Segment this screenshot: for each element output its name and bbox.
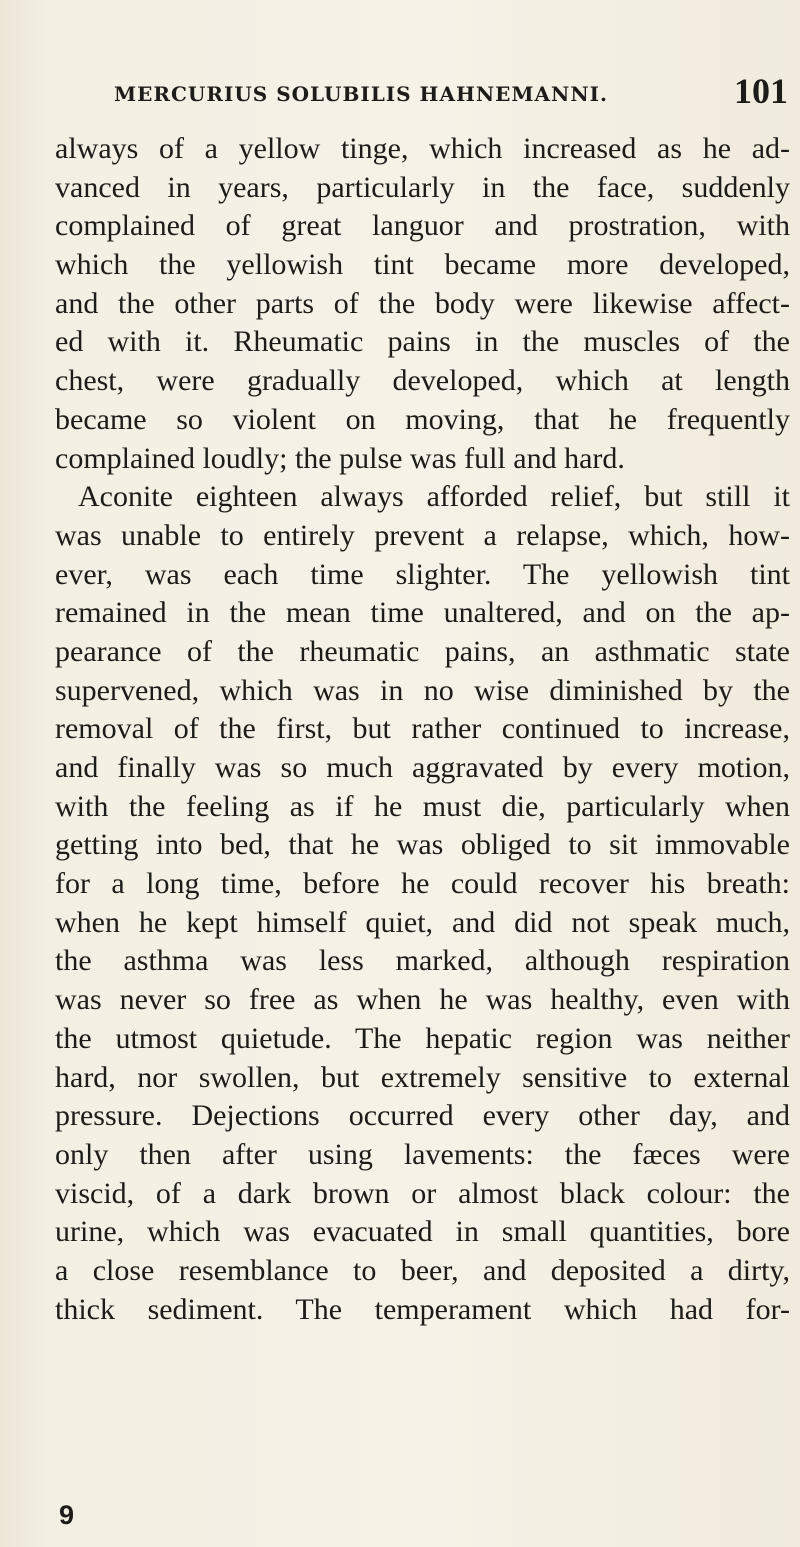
text-line: for a long time, before he could recover his breath: [55,867,790,901]
text-line: Aconite eighteen always afforded relief, but still it [78,480,790,514]
text-line: remained in the mean time unaltered, and on the ap- [55,596,790,630]
text-line: when he kept himself quiet, and did not speak much, [55,905,790,939]
text-line: and the other parts of the body were likewise affect- [55,286,790,320]
text-line: vanced in years, particularly in the face, suddenly [55,170,790,204]
text-line: and finally was so much aggravated by every motion, [55,751,790,784]
text-line: always of a yellow tinge, which increased as he ad- [55,132,790,165]
text-line: pearance of the rheumatic pains, an asthmatic state [55,634,790,668]
text-line: was unable to entirely prevent a relapse, which, how- [55,518,790,552]
text-line: thick sediment. The temperament which had for- [55,1292,790,1326]
text-line: hard, nor swollen, but extremely sensitive to external [55,1060,790,1094]
text-line: urine, which was evacuated in small quantities, bore [55,1215,790,1249]
text-line: was never so free as when he was healthy, even with [55,983,790,1017]
body-text [55,130,790,1329]
running-title: MERCURIUS SOLUBILIS HAHNEMANNI. [114,82,608,106]
text-line: with the feeling as if he must die, particularly when [55,789,790,823]
text-line: the utmost quietude. The hepatic region was neither [55,1021,790,1055]
text-line: ever, was each time slighter. The yellowish tint [55,557,790,591]
text-line: complained loudly; the pulse was full and hard. [55,441,625,475]
text-line: the asthma was less marked, although respiration [55,944,790,978]
text-line: getting into bed, that he was obliged to sit immovable [55,828,790,862]
text-line: chest, were gradually developed, which at length [55,364,790,398]
text-line: complained of great languor and prostration, with [55,209,790,243]
text-line: a close resemblance to beer, and deposited a dirty, [55,1253,790,1287]
page-number: 101 [734,71,788,111]
text-line: which the yellowish tint became more developed, [55,248,790,282]
text-line: supervened, which was in no wise diminished by the [55,673,790,707]
text-line: removal of the first, but rather continued to increase, [55,712,790,746]
running-head [52,70,788,118]
text-line: ed with it. Rheumatic pains in the muscles of the [55,325,790,359]
signature-mark: 9 [59,1500,75,1530]
text-line: became so violent on moving, that he frequently [55,402,790,436]
text-line: viscid, of a dark brown or almost black colour: the [55,1176,790,1210]
text-line: only then after using lavements: the fæces were [55,1137,790,1171]
text-line: pressure. Dejections occurred every other day, and [55,1099,790,1133]
